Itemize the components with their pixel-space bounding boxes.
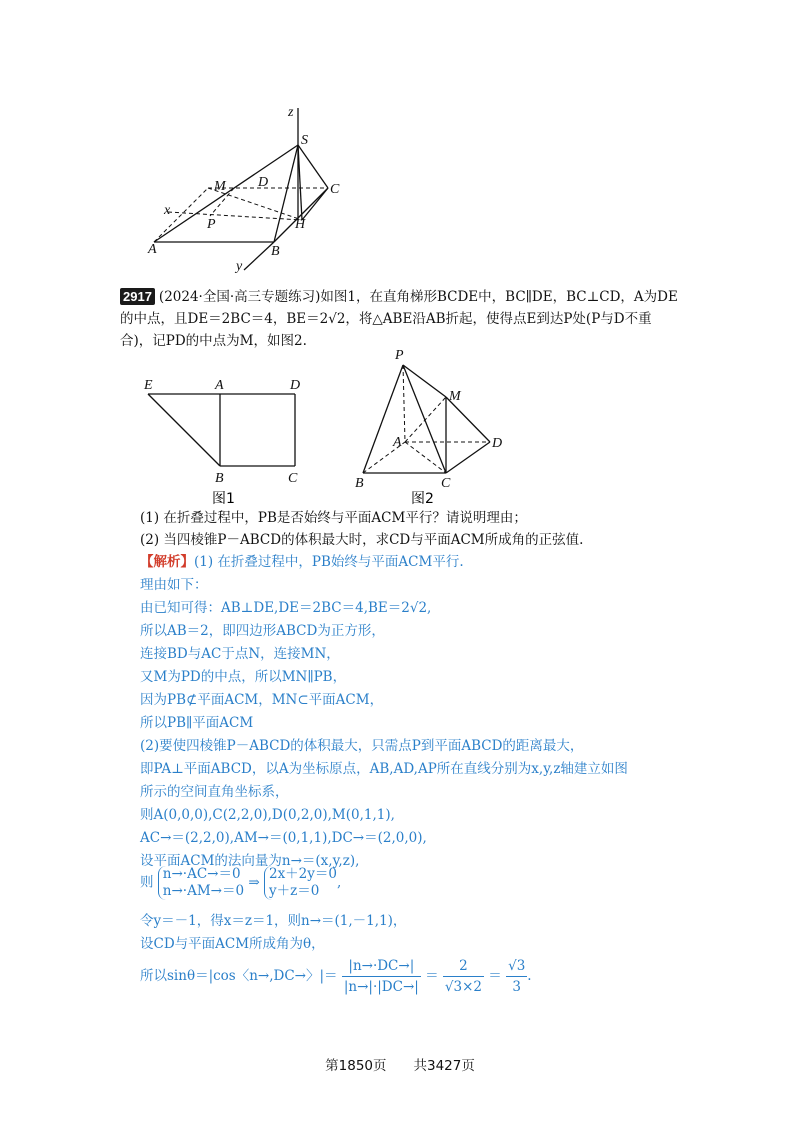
fig2-label-P: P: [395, 348, 404, 363]
solution-tag: 【解析】: [140, 554, 194, 570]
problem-text: (2024·全国·高三专题练习)如图1，在直角梯形BCDE中，BC∥DE，BC⊥CD，A为DE的中点，且DE＝2BC＝4，BE＝2√2，将△ABE沿AB折起，使得点E到达P处(P与D不重合)，记PD的中点为M，如图2.: [120, 289, 678, 349]
solution-line-1: 理由如下：: [140, 577, 208, 593]
solution-line-2: 由已知可得：AB⊥DE,DE＝2BC＝4,BE＝2√2,: [140, 600, 432, 616]
label-H: H: [295, 217, 306, 232]
label-P: P: [207, 217, 216, 232]
solution-text: (1) 在折叠过程中，PB始终与平面ACM平行.: [194, 554, 464, 570]
final-end: .: [527, 968, 532, 984]
solution-after-1: 令y＝－1，得x＝z＝1，则n→＝(1,－1,1)，: [140, 913, 407, 929]
solution-line-8: (2)要使四棱锥P－ABCD的体积最大，只需点P到平面ABCD的距离最大，: [140, 738, 584, 754]
figure-1-trapezoid: [140, 375, 320, 510]
label-S: S: [301, 133, 308, 148]
problem-statement: [120, 286, 680, 352]
implies-arrow: ⇒: [248, 874, 260, 891]
system-left-eq-2: n→·AM→＝0: [162, 883, 245, 899]
equation-system: [140, 866, 700, 900]
equals-1: ＝: [425, 968, 439, 984]
fig1-label-C: C: [288, 471, 298, 486]
label-z: z: [288, 105, 294, 120]
figure-2-pyramid: [345, 345, 515, 510]
solution-line-10: 所示的空间直角坐标系，: [140, 784, 289, 800]
solution-line-13: 设平面ACM的法向量为n→＝(x,y,z),: [140, 853, 360, 869]
page-footer: 第1850页 共3427页: [325, 1058, 475, 1074]
label-y: y: [236, 259, 243, 274]
solution-line-11: 则A(0,0,0),C(2,2,0),D(0,2,0),M(0,1,1),: [140, 807, 395, 823]
solution-line-4: 连接BD与AC于点N，连接MN，: [140, 646, 340, 662]
fraction-1-numerator: |n→·DC→|: [342, 956, 421, 977]
label-A: A: [148, 242, 157, 257]
fig1-label-B: B: [215, 471, 224, 486]
label-B: B: [271, 244, 280, 259]
pyramid-coordinate-figure: [140, 100, 380, 275]
system-right: [264, 866, 337, 900]
system-right-eq-2: y＋z＝0: [268, 883, 320, 899]
fig2-label-C: C: [441, 476, 451, 491]
fraction-3-denominator: 3: [512, 979, 521, 995]
question-1: (1) 在折叠过程中，PB是否始终与平面ACM平行？请说明理由；: [140, 510, 527, 526]
solution-line-9: 即PA⊥平面ABCD，以A为坐标原点，AB,AD,AP所在直线分别为x,y,z轴建立如图: [140, 761, 628, 777]
fig2-label-A: A: [393, 435, 402, 450]
final-formula: [140, 956, 700, 997]
solution-line-0: [140, 551, 700, 574]
fraction-3-numerator: √3: [506, 956, 527, 977]
solution-line-7: 所以PB∥平面ACM: [140, 715, 254, 731]
final-prefix: 所以sinθ＝|cos〈n→,DC→〉|＝: [140, 968, 338, 984]
problem-number: 2917: [120, 288, 155, 305]
fraction-2-numerator: 2: [443, 956, 484, 977]
solution-line-5: 又M为PD的中点，所以MN∥PB，: [140, 669, 347, 685]
label-C: C: [330, 182, 340, 197]
system-suffix: ,: [337, 874, 342, 891]
system-left: [158, 866, 244, 900]
system-left-eq-1: n→·AC→＝0: [162, 866, 241, 882]
fig2-caption: 图2: [411, 491, 434, 507]
fraction-3: [506, 956, 527, 997]
fig2-label-B: B: [355, 476, 364, 491]
fig1-label-D: D: [290, 378, 301, 393]
fraction-1: [342, 956, 421, 997]
solution-line-3: 所以AB＝2，即四边形ABCD为正方形，: [140, 623, 385, 639]
fig1-caption: 图1: [212, 491, 235, 507]
equals-2: ＝: [488, 968, 502, 984]
solution-after-2: 设CD与平面ACM所成角为θ，: [140, 936, 325, 952]
label-x: x: [164, 203, 171, 218]
fig2-label-D: D: [492, 436, 503, 451]
label-D: D: [258, 175, 269, 190]
fig1-label-E: E: [144, 378, 153, 393]
fraction-2: [443, 956, 484, 997]
fraction-2-denominator: √3×2: [444, 979, 482, 995]
label-M: M: [214, 179, 226, 194]
system-prefix: 则: [140, 874, 154, 891]
fig1-label-A: A: [215, 378, 224, 393]
solution-line-12: AC→＝(2,2,0),AM→＝(0,1,1),DC→＝(2,0,0),: [140, 830, 427, 846]
solution-line-6: 因为PB⊄平面ACM，MN⊂平面ACM，: [140, 692, 384, 708]
fig2-label-M: M: [449, 389, 461, 404]
fraction-1-denominator: |n→|·|DC→|: [343, 979, 419, 995]
question-2: (2) 当四棱锥P－ABCD的体积最大时，求CD与平面ACM所成角的正弦值.: [140, 532, 584, 548]
system-right-eq-1: 2x＋2y＝0: [268, 866, 337, 882]
